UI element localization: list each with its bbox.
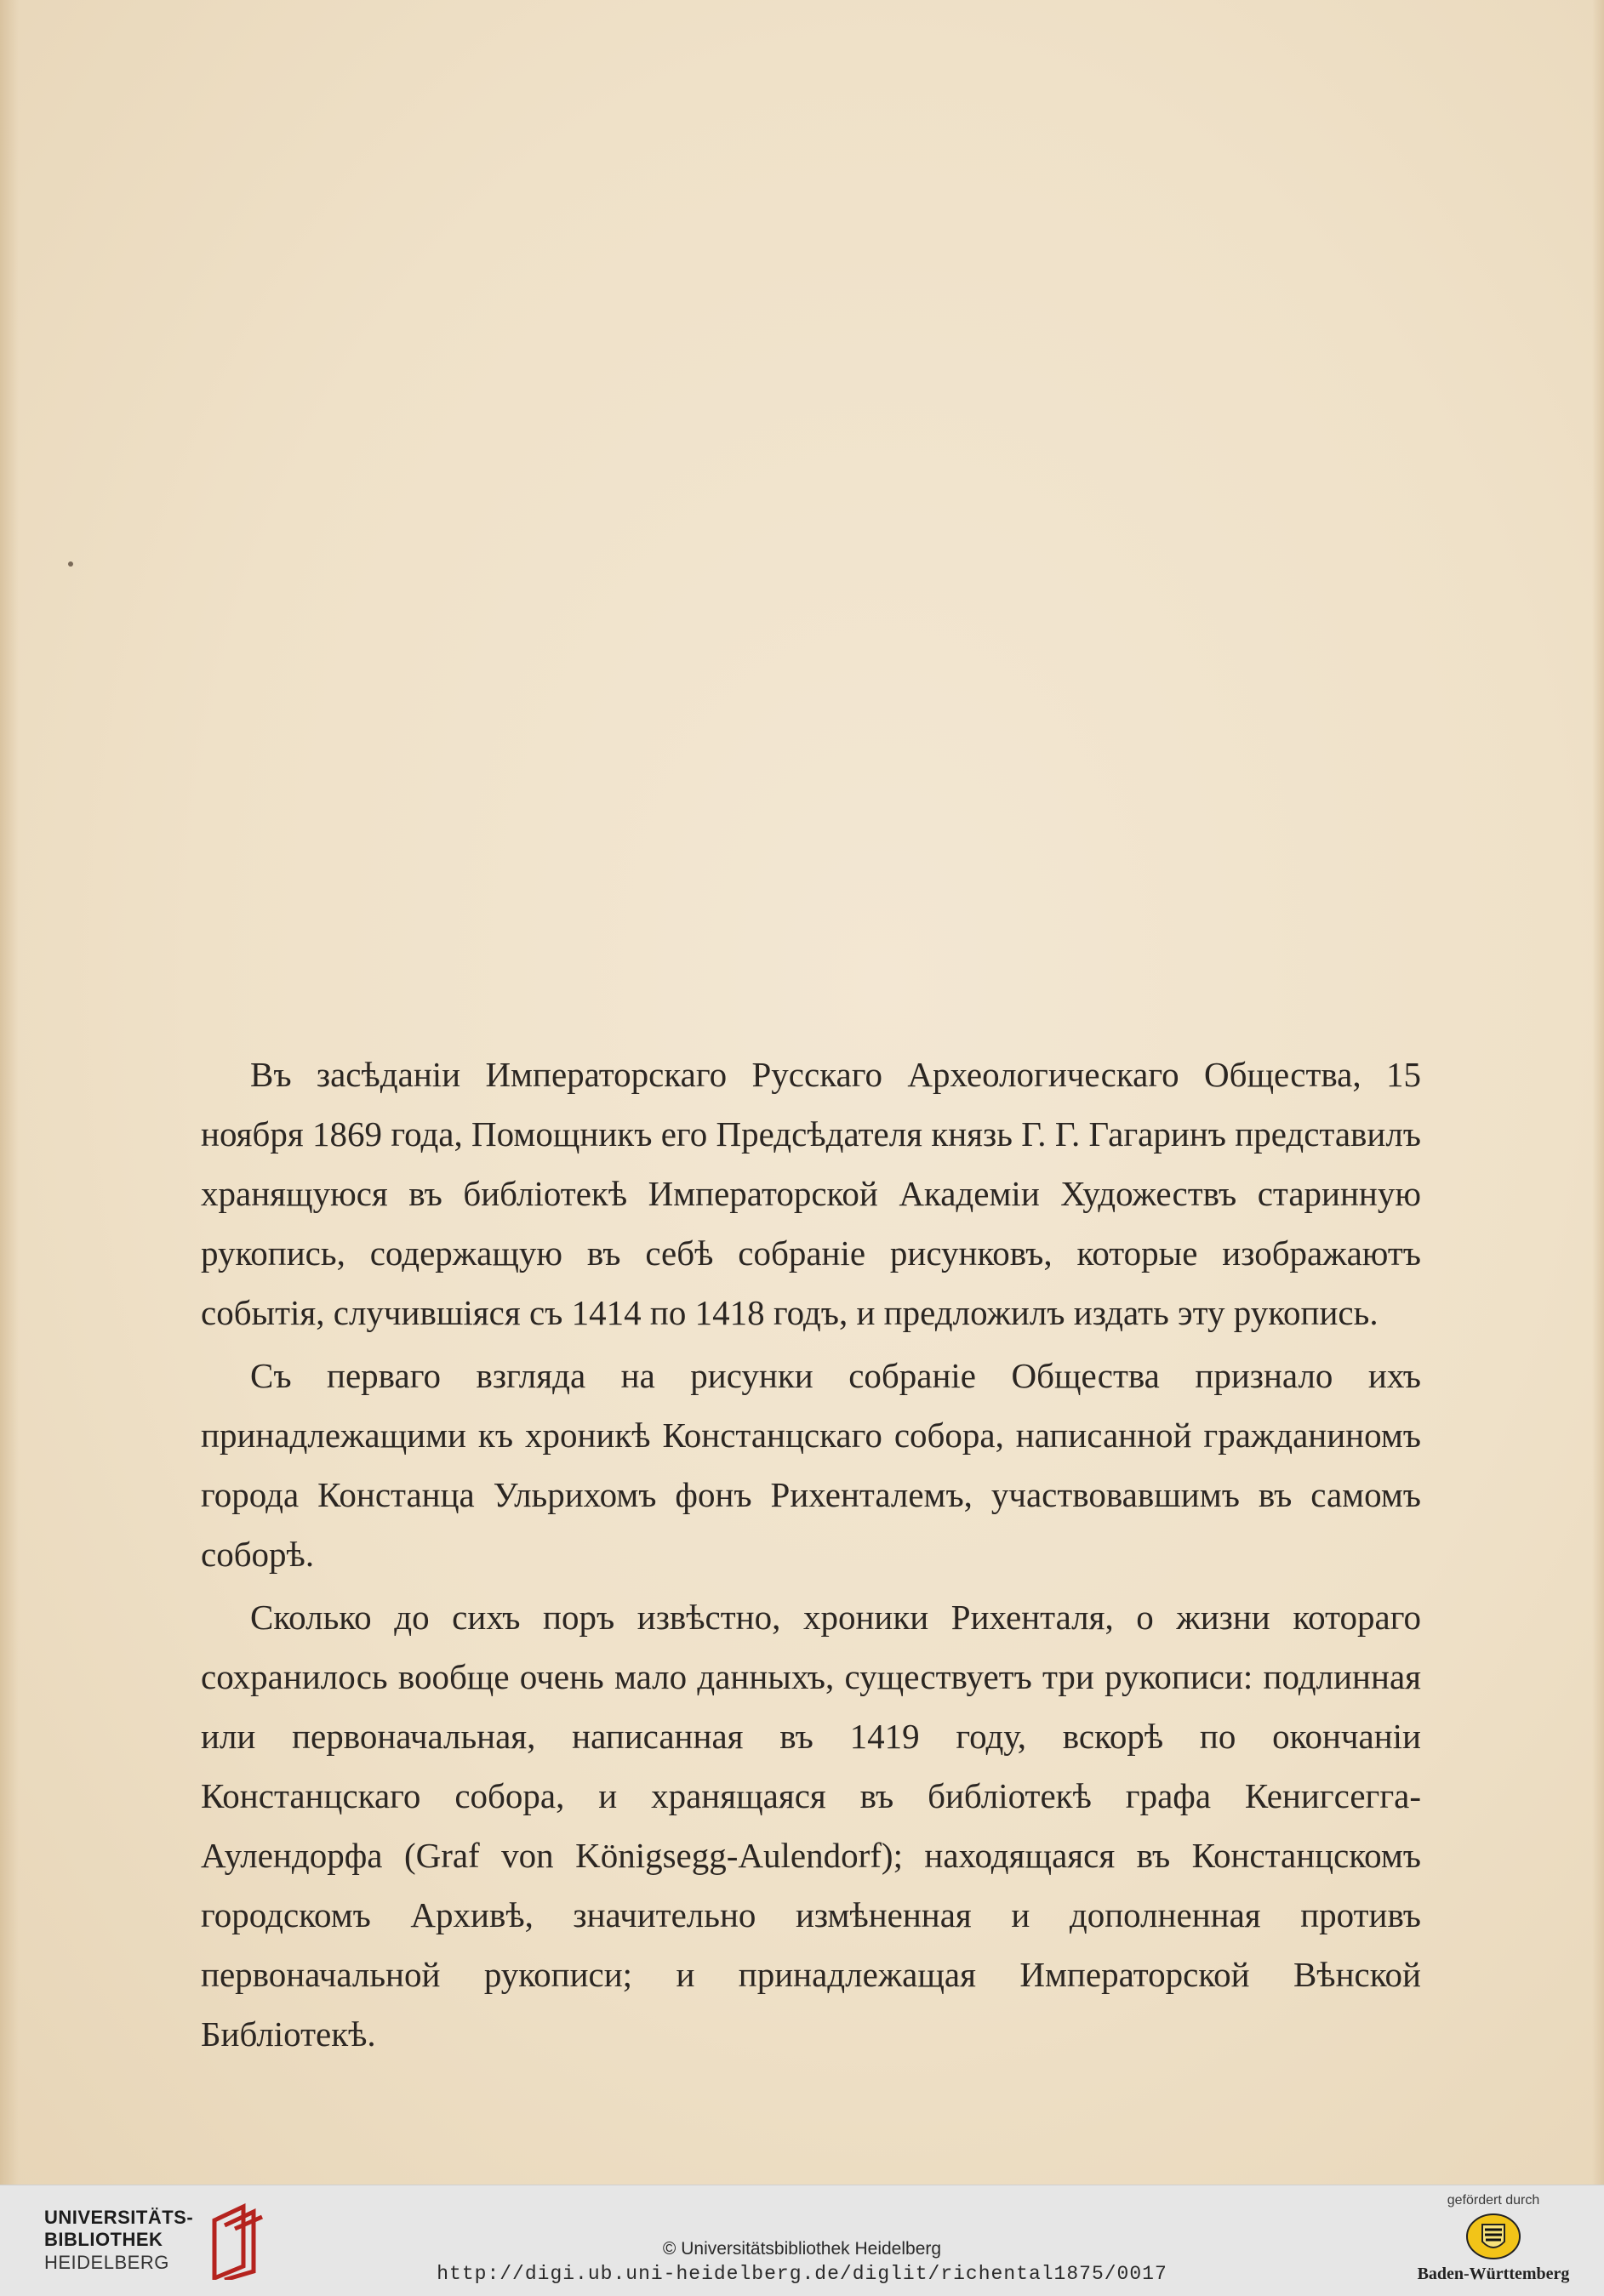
paper-speck	[68, 561, 73, 567]
permalink-url[interactable]: http://digi.ub.uni-heidelberg.de/diglit/richental1875/0017	[437, 2263, 1167, 2285]
library-logo[interactable]	[44, 2203, 308, 2280]
page-edge-shadow-left	[0, 0, 19, 2185]
library-name-line-2: BIBLIOTHEK	[44, 2229, 163, 2250]
paragraph-2: Съ перваго взгляда на рисунки собраніе Общества признало ихъ принадлежащими къ хроникѣ Констанцскаго собора, написанной гражданиномъ города Констанца Ульрихомъ фонъ Рихенталемъ, участвовавшимъ въ самомъ соборѣ.	[201, 1356, 1421, 1574]
funder-badge[interactable]	[1404, 2191, 1583, 2289]
funder-label: gefördert durch	[1447, 2193, 1540, 2208]
library-name-line-1: UNIVERSITÄTS-	[44, 2207, 194, 2228]
body-text	[201, 1045, 1421, 2067]
paragraph-3: Сколько до сихъ поръ извѣстно, хроники Рихенталя, о жизни котораго сохранилось вообще очень мало данныхъ, существуетъ три рукописи: подлинная или первоначальная, написанная въ 1419 году, вскорѣ по окончаніи Констанцскаго собора, и хранящаяся въ библіотекѣ графа Кенигсегга-Аулендорфа (Graf von Königsegg-Aulendorf); находящаяся въ Констанцскомъ городскомъ Архивѣ, значительно измѣненная и дополненная противъ первоначальной рукописи; и принадлежащая Императорской Вѣнской Библіотекѣ.	[201, 1598, 1421, 2054]
library-name-line-3: HEIDELBERG	[44, 2252, 169, 2273]
copyright-notice: © Universitätsbibliothek Heidelberg	[662, 2239, 942, 2259]
page-edge-shadow-right	[1592, 0, 1604, 2185]
paragraph-1: Въ засѣданіи Императорскаго Русскаго Археологическаго Общества, 15 ноября 1869 года, Помощникъ его Предсѣдателя князь Г. Г. Гагаринъ представилъ хранящуюся въ библіотекѣ Императорской Академіи Художествъ старинную рукопись, содержащую въ себѣ собраніе рисунковъ, которые изображаютъ событія, случившіяся съ 1414 по 1418 годъ, и предложилъ издать эту рукопись.	[201, 1055, 1421, 1332]
funder-name: Baden-Württemberg	[1417, 2265, 1570, 2283]
coat-of-arms-icon	[1465, 2213, 1521, 2260]
library-logo-icon	[206, 2203, 264, 2280]
